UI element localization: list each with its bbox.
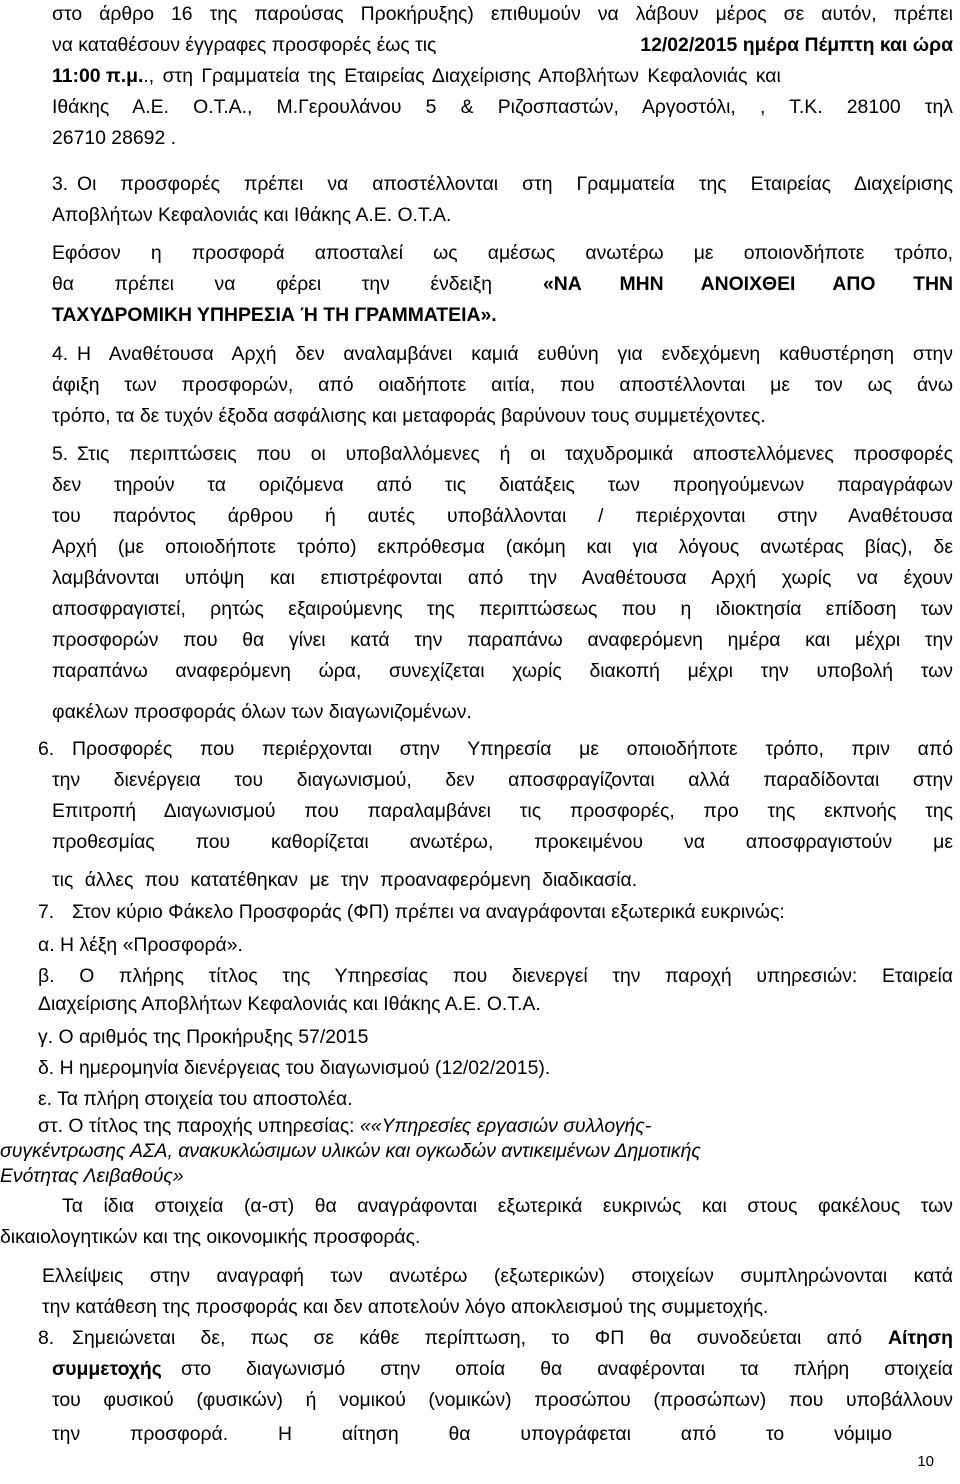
p7-item-f-label: στ. Ο τίτλος της παροχής υπηρεσίας: (38, 1115, 355, 1137)
p8-line-1 (72, 1326, 953, 1350)
p5-line-5: λαμβάνονται υπόψη και επιστρέφονται από την Αναθέτουσα Αρχή χωρίς να έχουν (52, 567, 953, 589)
p7-same-line-1: Τα ίδια στοιχεία (α-στ) θα αναγράφονται εξωτερικά ευκρινώς και στους φακέλους των (62, 1195, 953, 1217)
p8-line-2 (52, 1357, 953, 1381)
p7-item-f (38, 1114, 651, 1138)
p8-line-4-text: την προσφορά. Η αίτηση θα υπογράφεται από το νόμιμο (52, 1423, 892, 1445)
p4-line-2: άφιξη των προσφορών, από οιαδήποτε αιτία, που αποστέλλονται με τον ως άνω (52, 374, 953, 396)
page-number: 10 (917, 1453, 934, 1470)
item-number-8: 8. (38, 1327, 55, 1349)
p2-line-3-text: ., στη Γραμματεία της Εταιρείας Διαχείρισης Αποβλήτων Κεφαλονιάς και (143, 65, 781, 87)
p7-item-a: α. Η λέξη «Προσφορά». (38, 934, 243, 956)
p8-line-3: του φυσικού (φυσικών) ή νομικού (νομικών) προσώπου (προσώπων) που υποβάλλουν (52, 1389, 953, 1411)
p3-line-2: Αποβλήτων Κεφαλονιάς και Ιθάκης Α.Ε. Ο.Τ.Α. (52, 204, 452, 226)
p2-line-2 (52, 33, 953, 57)
p3-line-3: Εφόσον η προσφορά αποσταλεί ως αμέσως ανωτέρω με οποιονδήποτε τρόπο, (52, 242, 953, 264)
p5-line-7: προσφορών που θα γίνει κατά την παραπάνω αναφερόμενη ημέρα και μέχρι την (52, 629, 953, 651)
participation-term: συμμετοχής (52, 1358, 162, 1380)
item-number-7: 7. (38, 901, 55, 923)
p2-line-3 (52, 64, 781, 88)
p8-line-2-text: στο διαγωνισμό στην οποία θα αναφέρονται τα πλήρη στοιχεία (181, 1358, 953, 1380)
p7-missing-line-2: την κατάθεση της προσφοράς και δεν αποτελούν λόγο αποκλεισμού της συμμετοχής. (42, 1296, 769, 1318)
p5-line-3: του παρόντος άρθρου ή αυτές υποβάλλονται / περιέρχονται στην Αναθέτουσα (52, 505, 953, 527)
p2-line-2-text: να καταθέσουν έγγραφες προσφορές έως τις (52, 34, 437, 56)
item-number-3: 3. (52, 173, 69, 195)
p5-line-1: Στις περιπτώσεις που οι υποβαλλόμενες ή οι ταχυδρομικά αποστελλόμενες προσφορές (77, 443, 953, 465)
p4-line-3: τρόπο, τα δε τυχόν έξοδα ασφάλισης και μεταφοράς βαρύνουν τους συμμετέχοντες. (52, 405, 766, 427)
application-term: Αίτηση (888, 1327, 953, 1349)
p3-line-5: ΤΑΧΥΔΡΟΜΙΚΗ ΥΠΗΡΕΣΙΑ Ή ΤΗ ΓΡΑΜΜΑΤΕΙΑ». (52, 304, 497, 326)
p7-item-d: δ. Η ημερομηνία διενέργειας του διαγωνισμού (12/02/2015). (38, 1057, 551, 1079)
p6-line-4: προθεσμίας που καθορίζεται ανωτέρω, προκειμένου να αποσφραγιστούν με (52, 831, 953, 853)
do-not-open-notice: «ΝΑ ΜΗΝ ΑΝΟΙΧΘΕΙ ΑΠΟ ΤΗΝ (543, 273, 953, 295)
p3-line-4-text: θα πρέπει να φέρει την ένδειξη (52, 273, 492, 295)
p7-missing-line-1: Ελλείψεις στην αναγραφή των ανωτέρω (εξωτερικών) στοιχείων συμπληρώνονται κατά (42, 1265, 953, 1287)
p5-line-9: φακέλων προσφοράς όλων των διαγωνιζομένων. (52, 701, 472, 723)
p7-same-line-2: δικαιολογητικών και της οικονομικής προσφοράς. (0, 1226, 421, 1248)
p5-line-4: Αρχή (με οποιοδήποτε τρόπο) εκπρόθεσμα (ακόμη και για λόγους ανωτέρας βίας), δε (52, 536, 953, 558)
deadline-date: 12/02/2015 ημέρα Πέμπτη και ώρα (640, 34, 953, 56)
p4-line-1: Η Αναθέτουσα Αρχή δεν αναλαμβάνει καμιά ευθύνη για ενδεχόμενη καθυστέρηση στην (77, 343, 953, 365)
p7-line-1: Στον κύριο Φάκελο Προσφοράς (ΦΠ) πρέπει να αναγράφονται εξωτερικά ευκρινώς: (72, 901, 785, 923)
p2-line-5: 26710 28692 . (52, 127, 177, 149)
p8-line-1-text: Σημειώνεται δε, πως σε κάθε περίπτωση, το ΦΠ θα συνοδεύεται από (72, 1327, 862, 1349)
p5-line-2: δεν τηρούν τα οριζόμενα από τις διατάξεις των προηγούμενων παραγράφων (52, 474, 953, 496)
p2-line-1: στο άρθρο 16 της παρούσας Προκήρυξης) επιθυμούν να λάβουν μέρος σε αυτόν, πρέπει (52, 3, 953, 25)
p7-item-b-line-1: β. Ο πλήρης τίτλος της Υπηρεσίας που διενεργεί την παροχή υπηρεσιών: Εταιρεία (38, 965, 953, 987)
p7-item-b-line-2: Διαχείρισης Αποβλήτων Κεφαλονιάς και Ιθάκης Α.Ε. Ο.Τ.Α. (38, 993, 541, 1015)
item-number-6: 6. (38, 738, 55, 760)
p7-item-c: γ. Ο αριθμός της Προκήρυξης 57/2015 (38, 1026, 369, 1048)
p3-line-4 (52, 272, 953, 296)
p2-line-4: Ιθάκης Α.Ε. Ο.Τ.Α., Μ.Γερουλάνου 5 & Ριζοσπαστών, Αργοστόλι, , Τ.Κ. 28100 τηλ (52, 96, 953, 118)
p6-line-1: Προσφορές που περιέρχονται στην Υπηρεσία με οποιοδήποτε τρόπο, πριν από (72, 738, 953, 760)
p6-line-3: Επιτροπή Διαγωνισμού που παραλαμβάνει τις προσφορές, προ της εκπνοής της (52, 800, 953, 822)
p5-line-8: παραπάνω αναφερόμενη ώρα, συνεχίζεται χωρίς διακοπή μέχρι την υποβολή των (52, 660, 953, 682)
p6-line-2: την διενέργεια του διαγωνισμού, δεν αποσφραγίζονται αλλά παραδίδονται στην (52, 769, 953, 791)
p3-line-1: Οι προσφορές πρέπει να αποστέλλονται στη Γραμματεία της Εταιρείας Διαχείρισης (77, 173, 953, 195)
p5-line-6: αποσφραγιστεί, ρητώς εξαιρούμενης της περιπτώσεως που η ιδιοκτησία επίδοση των (52, 598, 953, 620)
item-number-4: 4. (52, 343, 69, 365)
p8-line-4 (52, 1422, 892, 1446)
p7-item-e: ε. Τα πλήρη στοιχεία του αποστολέα. (38, 1088, 353, 1110)
service-title-start: ««Υπηρεσίες εργασιών συλλογής- (359, 1115, 652, 1137)
service-title-line-3: Ενότητας Λειβαθούς» (0, 1165, 184, 1187)
item-number-5: 5. (52, 443, 69, 465)
p6-line-5: τις άλλες που κατατέθηκαν με την προαναφερόμενη διαδικασία. (52, 869, 638, 891)
deadline-time: 11:00 π.μ. (52, 65, 144, 87)
service-title-line-2: συγκέντρωσης ΑΣΑ, ανακυκλώσιμων υλικών και ογκωδών αντικειμένων Δημοτικής (0, 1140, 701, 1162)
